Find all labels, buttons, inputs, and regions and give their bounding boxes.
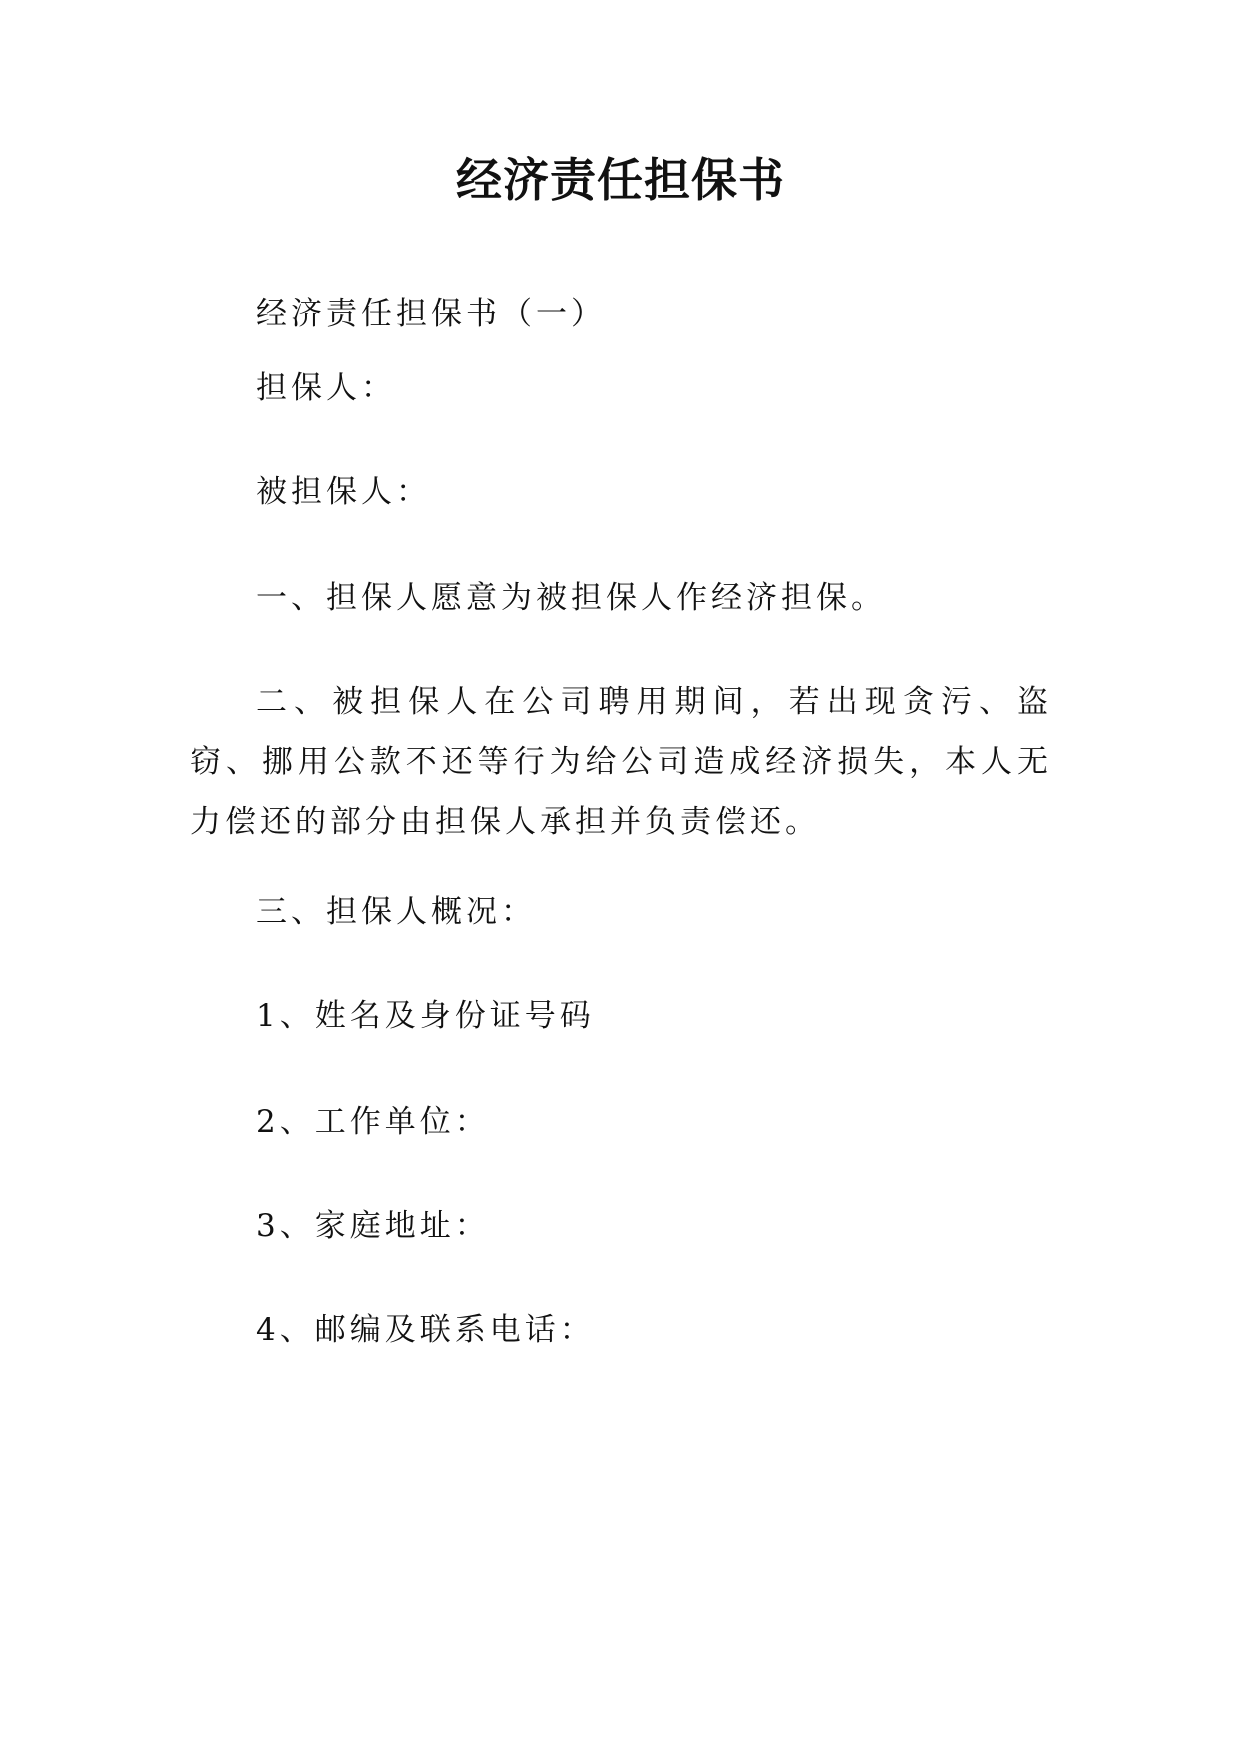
item-home-address: 3、家庭地址： [256, 1208, 490, 1244]
document-title: 经济责任担保书 [456, 153, 785, 207]
subtitle-paragraph: 经济责任担保书（一） [256, 296, 606, 332]
clause-two: 二、被担保人在公司聘用期间，若出现贪污、盗窃、挪用公款不还等行为给公司造成经济损失，本人无力偿还的部分由担保人承担并负责偿还。 [190, 684, 1052, 840]
clause-one: 一、担保人愿意为被担保人作经济担保。 [256, 580, 886, 616]
guarantor-field: 担保人： [256, 370, 396, 406]
guaranteed-party-field: 被担保人： [256, 474, 431, 510]
item-workplace: 2、工作单位： [256, 1104, 490, 1140]
clause-three: 三、担保人概况： [256, 894, 536, 930]
item-name-id: 1、姓名及身份证号码 [256, 998, 595, 1034]
item-postcode-phone: 4、邮编及联系电话： [256, 1312, 595, 1348]
